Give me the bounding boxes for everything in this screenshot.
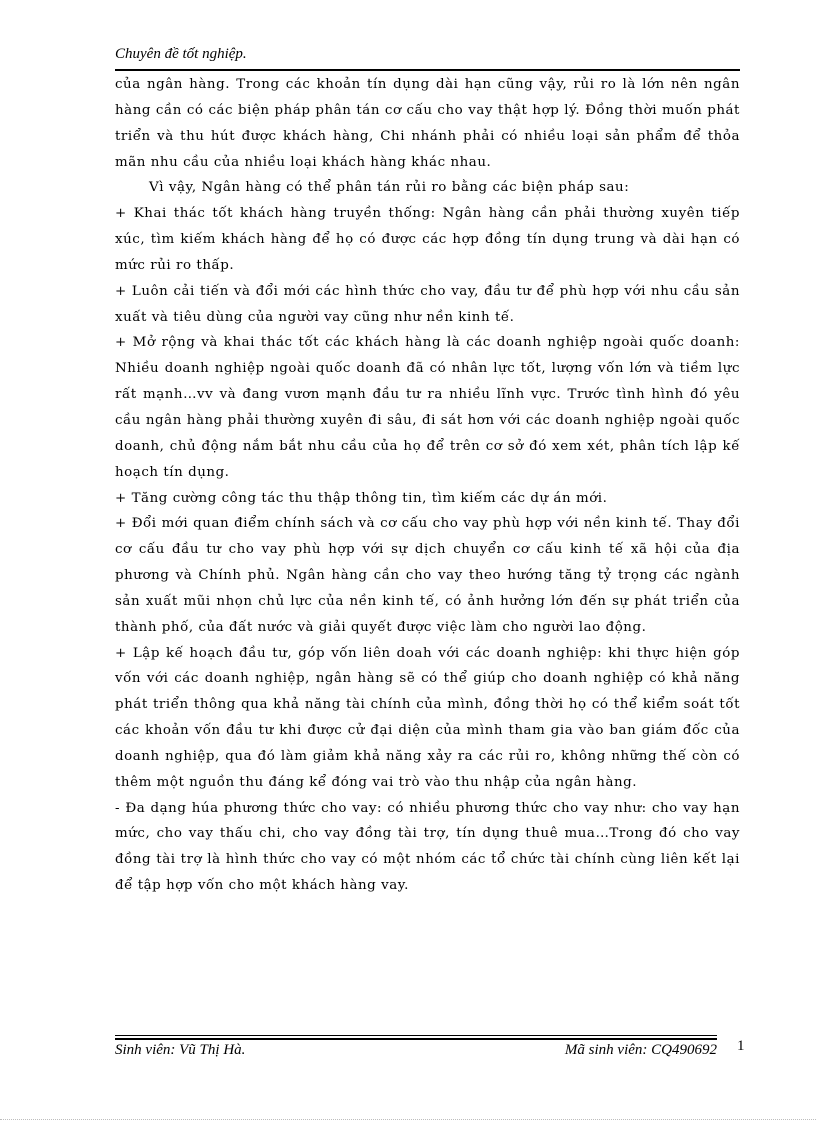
document-body	[115, 72, 740, 899]
paragraph-3: + Khai thác tốt khách hàng truyền thống: Ngân hàng cần phải thường xuyên tiếp xúc, tìm kiếm khách hàng để họ có được các hợp đồng tín dụng trung và dài hạn có mức rủi ro thấp.	[115, 206, 740, 273]
paragraph-4: + Luôn cải tiến và đổi mới các hình thức cho vay, đầu tư để phù hợp với nhu cầu sản xuất và tiêu dùng của người vay cũng như nền kinh tế.	[115, 283, 740, 325]
page-bottom-edge	[0, 1119, 816, 1120]
paragraph-2: Vì vậy, Ngân hàng có thể phân tán rủi ro bằng các biện pháp sau:	[149, 180, 630, 196]
paragraph-8: + Lập kế hoạch đầu tư, góp vốn liên doah với các doanh nghiệp: khi thực hiện góp vốn với các doanh nghiệp, ngân hàng sẽ có thể giúp cho doanh nghiệp có khả năng phát triển thông qua khả năng tài chính của mình, đồng thời họ có thể kiểm soát tốt các khoản vốn đầu tư khi được cử đại diện của mình tham gia vào ban giám đốc của doanh nghiệp, qua đó làm giảm khả năng xảy ra các rủi ro, không những thế còn có thêm một nguồn thu đáng kể đóng vai trò vào thu nhập của ngân hàng.	[115, 645, 740, 790]
paragraph-9: - Đa dạng húa phương thức cho vay: có nhiều phương thức cho vay như: cho vay hạn mức, cho vay thấu chi, cho vay đồng tài trợ, tín dụng thuê mua…Trong đó cho vay đồng tài trợ là hình thức cho vay có một nhóm các tổ chức tài chính cùng liên kết lại để tập hợp vốn cho một khách hàng vay.	[115, 800, 740, 894]
page-number: 1	[737, 1038, 745, 1054]
paragraph-5: + Mở rộng và khai thác tốt các khách hàng là các doanh nghiệp ngoài quốc doanh: Nhiều doanh nghiệp ngoài quốc doanh đã có nhân lực tốt, lượng vốn lớn và tiềm lực rất mạnh…vv và đang vươn mạnh đầu tư ra nhiều lĩnh vực. Trước tình hình đó yêu cầu ngân hàng phải thường xuyên đi sâu, đi sát hơn với các doanh nghiệp ngoài quốc doanh, chủ động nắm bắt nhu cầu của họ để trên cơ sở đó xem xét, phân tích lập kế hoạch tín dụng.	[115, 335, 740, 480]
footer-rule-thin	[115, 1035, 717, 1036]
footer-student-id: Mã sinh viên: CQ490692	[564, 1042, 717, 1058]
paragraph-1: của ngân hàng. Trong các khoản tín dụng dài hạn cũng vậy, rủi ro là lớn nên ngân hàng cần có các biện pháp phân tán cơ cấu cho vay thật hợp lý. Đồng thời muốn phát triển và thu hút được khách hàng, Chi nhánh phải có nhiều loại sản phẩm để thỏa mãn nhu cầu của nhiều loại khách hàng khác nhau.	[115, 77, 740, 170]
footer-student-name: Sinh viên: Vũ Thị Hà.	[115, 1042, 246, 1058]
header-rule	[115, 69, 740, 71]
footer-rule-thick	[115, 1038, 717, 1040]
paragraph-6: + Tăng cường công tác thu thập thông tin, tìm kiếm các dự án mới.	[115, 490, 608, 506]
paragraph-7: + Đổi mới quan điểm chính sách và cơ cấu cho vay phù hợp với nền kinh tế. Thay đổi cơ cấu đầu tư cho vay phù hợp với sự dịch chuyển cơ cấu kinh tế xã hội của địa phương và Chính phủ. Ngân hàng cần cho vay theo hướng tăng tỷ trọng các ngành sản xuất mũi nhọn chủ lực của nền kinh tế, có ảnh hưởng lớn đến sự phát triển của thành phố, của đất nước và giải quyết được việc làm cho người lao động.	[115, 516, 740, 635]
page-header-title: Chuyên đề tốt nghiệp.	[115, 46, 247, 62]
